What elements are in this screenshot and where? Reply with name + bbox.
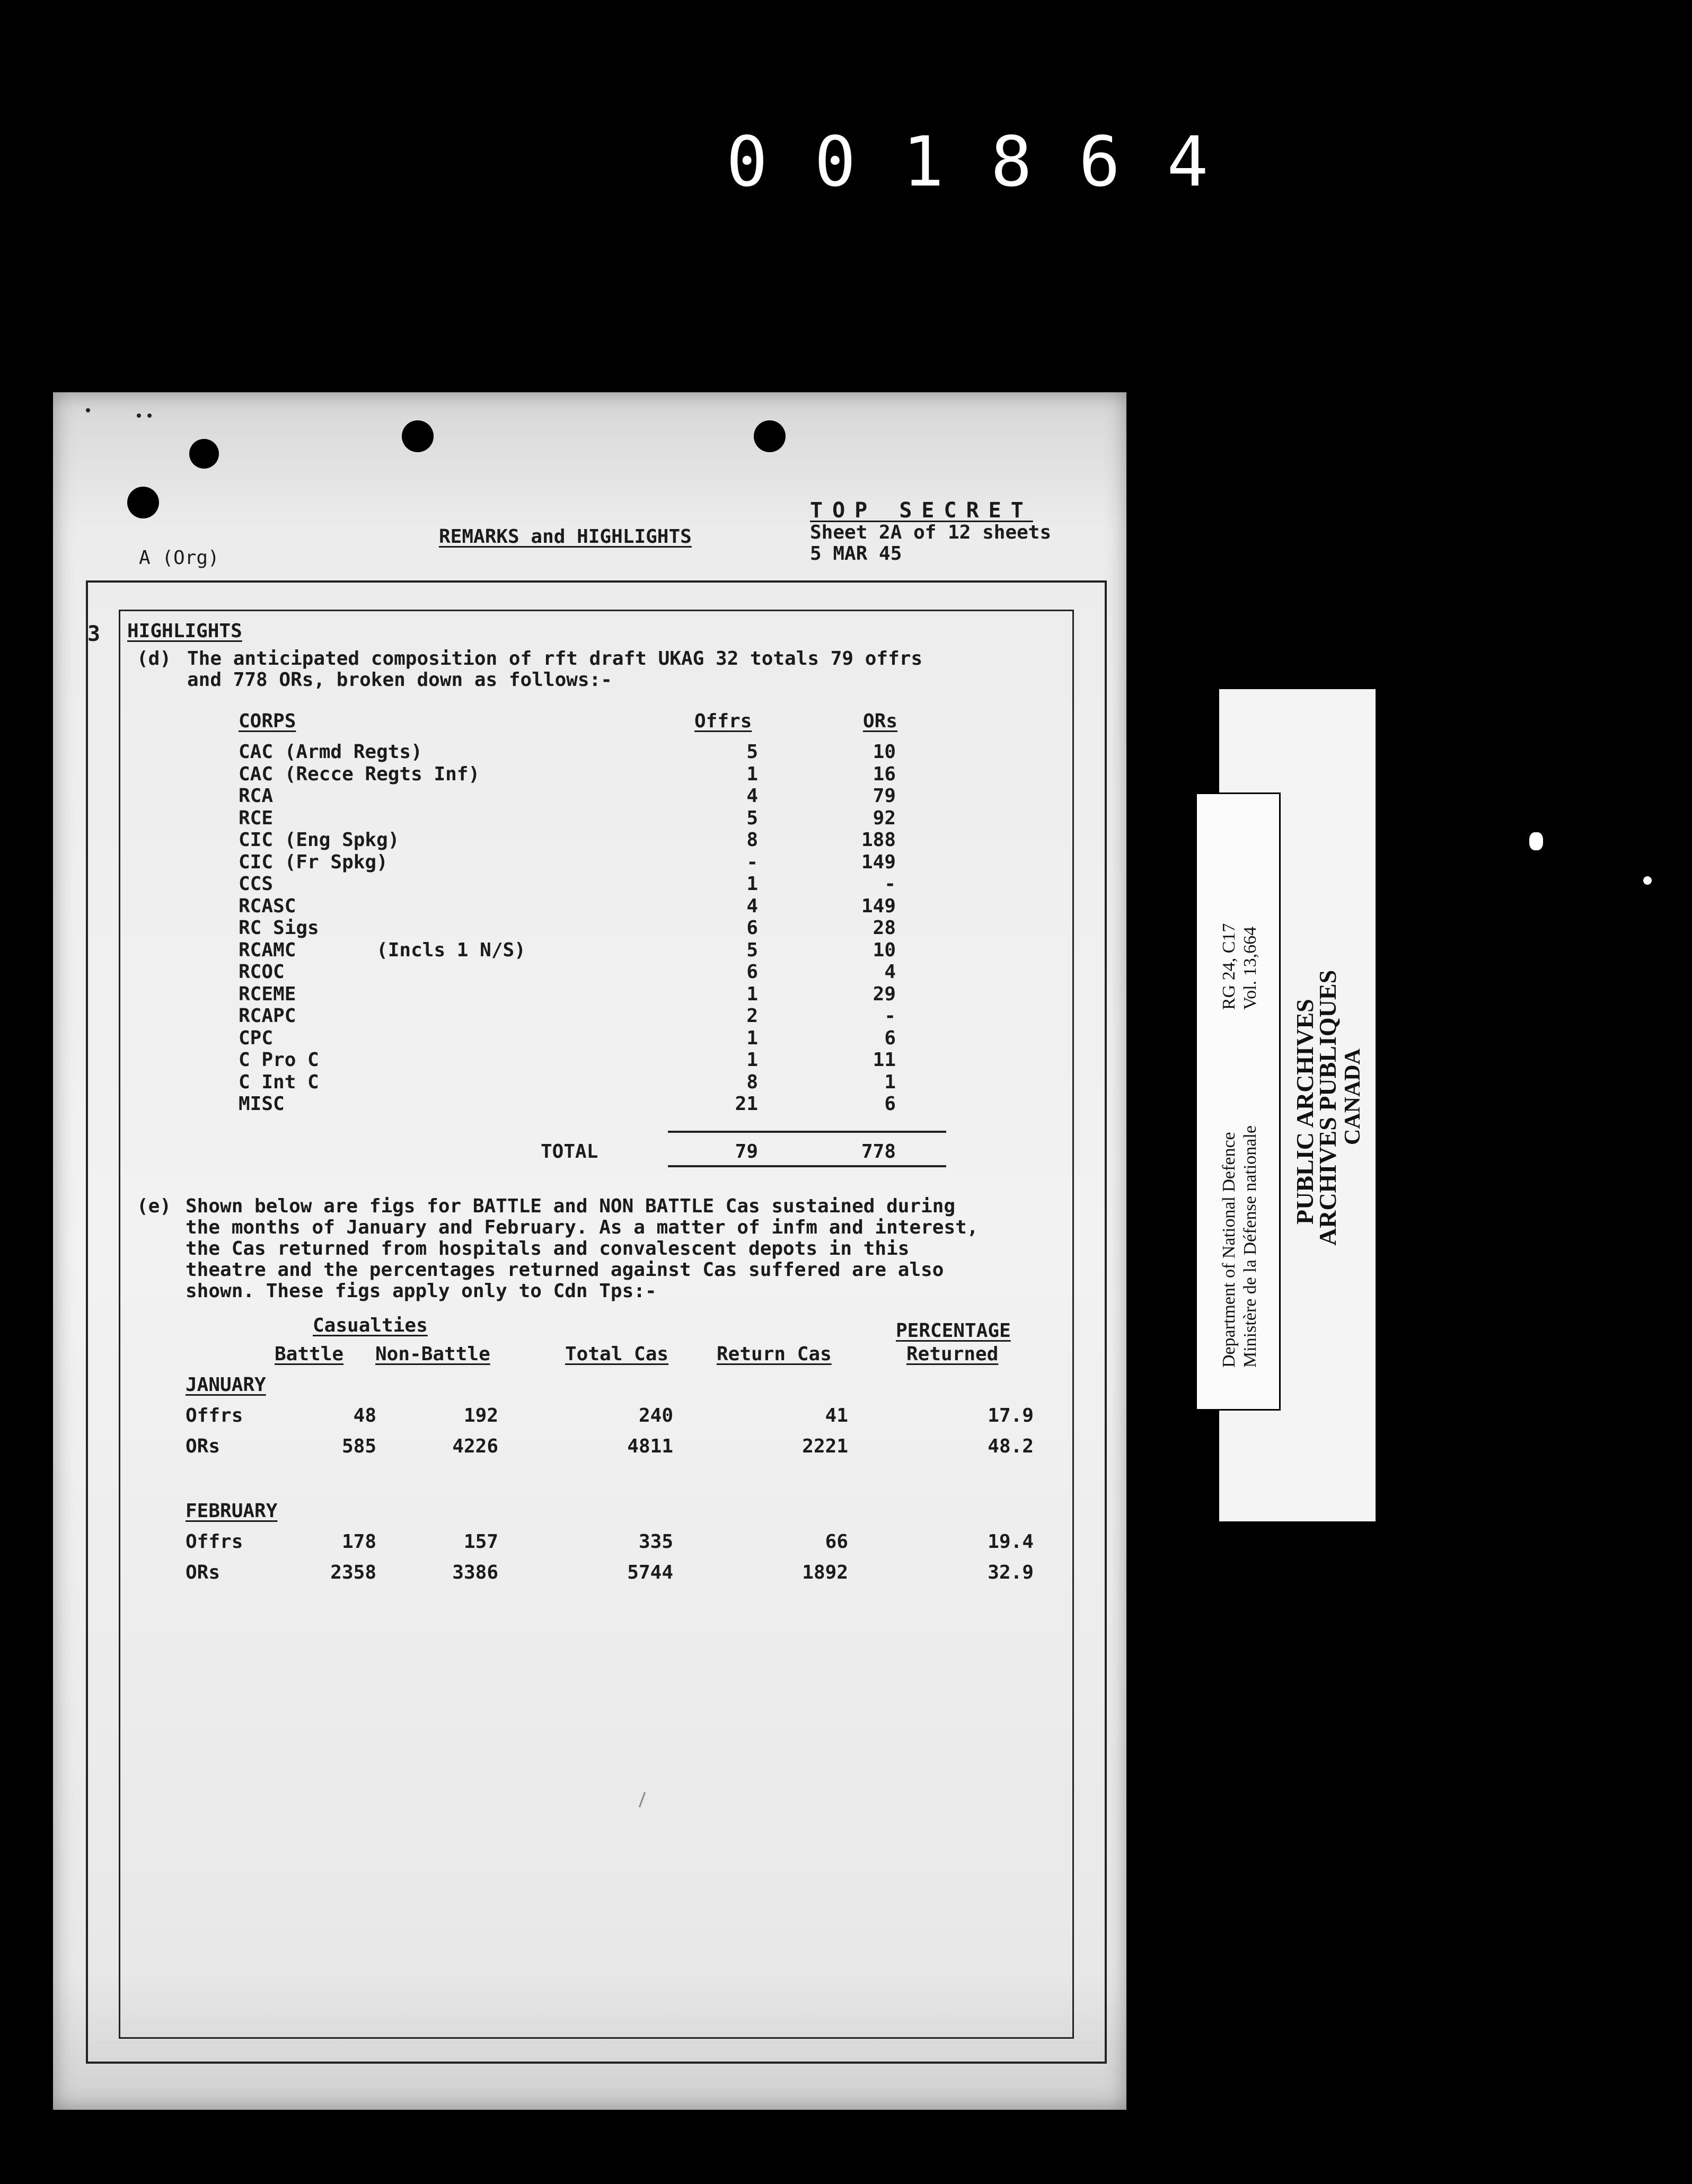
corps-header: CORPS <box>239 710 296 732</box>
corps-offrs: 1 <box>746 873 758 895</box>
total-offrs: 79 <box>735 1141 758 1163</box>
para-d-line: The anticipated composition of rft draft UKAG 32 totals 79 offrs <box>187 648 923 670</box>
corps-row <box>239 917 928 939</box>
percentage-value: 17.9 <box>988 1405 1034 1426</box>
battle-value: 585 <box>341 1436 376 1457</box>
document-date: 5 MAR 45 <box>810 543 902 565</box>
total-label: TOTAL <box>541 1141 598 1163</box>
corps-name: CPC <box>239 1027 274 1049</box>
non-battle-value: 3386 <box>452 1562 498 1583</box>
battle-value: 178 <box>341 1531 376 1553</box>
corps-offrs: 1 <box>746 1027 758 1049</box>
corps-row <box>239 939 928 962</box>
document-title: REMARKS and HIGHLIGHTS <box>439 526 692 548</box>
corps-ors: 92 <box>873 807 896 829</box>
corps-row <box>239 763 928 786</box>
archive-dept-en: Department of National Defence <box>1219 1132 1239 1368</box>
corps-offrs: 1 <box>746 1049 758 1071</box>
total-cas-header: Total Cas <box>565 1343 669 1365</box>
corps-row <box>239 1093 928 1115</box>
punch-hole <box>754 420 786 452</box>
archive-dept-fr: Ministère de la Défense nationale <box>1240 1125 1260 1368</box>
corps-ors: 6 <box>884 1093 896 1115</box>
percentage-header: PERCENTAGE <box>896 1320 1011 1342</box>
total-cas-value: 5744 <box>627 1562 673 1583</box>
total-cas-value: 4811 <box>627 1436 673 1457</box>
corps-ors: 28 <box>873 917 896 939</box>
corps-offrs: 8 <box>746 829 758 851</box>
battle-value: 2358 <box>330 1562 376 1583</box>
corps-ors: 10 <box>873 939 896 961</box>
non-battle-value: 4226 <box>452 1436 498 1457</box>
percentage-value: 19.4 <box>988 1531 1034 1553</box>
total-rule-top <box>668 1131 946 1133</box>
para-e-line: shown. These figs apply only to Cdn Tps:- <box>186 1280 657 1302</box>
row-category: ORs <box>186 1436 221 1457</box>
punch-hole <box>127 487 159 518</box>
punch-hole <box>402 420 434 452</box>
corps-row <box>239 851 928 874</box>
total-cas-value: 240 <box>638 1405 673 1426</box>
battle-header: Battle <box>275 1343 344 1365</box>
para-e-line: the months of January and February. As a matter of infm and interest, <box>186 1217 979 1238</box>
corps-name: RCA <box>239 785 274 807</box>
punch-hole <box>189 439 219 469</box>
corps-ors: 11 <box>873 1049 896 1071</box>
corps-ors: 188 <box>861 829 896 851</box>
corps-name: RCAPC <box>239 1005 296 1027</box>
month-heading: FEBRUARY <box>186 1500 278 1522</box>
corps-name: CIC (Eng Spkg) <box>239 829 400 851</box>
archive-ref-2: Vol. 13,664 <box>1240 926 1260 1010</box>
corps-name: RC Sigs <box>239 917 319 939</box>
archives-fr: ARCHIVES PUBLIQUES <box>1314 970 1341 1246</box>
corps-name: CAC (Recce Regts Inf) <box>239 763 480 785</box>
corps-ors: 10 <box>873 741 896 763</box>
org-label: A (Org) <box>139 547 219 569</box>
para-e-line: the Cas returned from hospitals and convalescent depots in this <box>186 1238 910 1260</box>
corps-name: RCOC <box>239 961 285 983</box>
para-d-line: and 778 ORs, broken down as follows:- <box>187 669 612 691</box>
corps-name: MISC <box>239 1093 285 1115</box>
offrs-header: Offrs <box>694 710 752 732</box>
corps-name: C Int C <box>239 1071 319 1093</box>
speck <box>1529 832 1543 850</box>
return-cas-header: Return Cas <box>717 1343 832 1365</box>
non-battle-value: 192 <box>463 1405 498 1426</box>
para-e-label: (e) <box>137 1195 172 1217</box>
speck <box>147 413 152 418</box>
corps-offrs: 2 <box>746 1005 758 1027</box>
archive-ref-1: RG 24, C17 <box>1219 923 1239 1010</box>
corps-offrs: 8 <box>746 1071 758 1093</box>
corps-row <box>239 1071 928 1094</box>
classification-label: TOP SECRET <box>810 498 1033 523</box>
corps-name: CCS <box>239 873 274 895</box>
archives-en: PUBLIC ARCHIVES <box>1291 999 1318 1225</box>
corps-row <box>239 961 928 983</box>
corps-ors: 149 <box>861 851 896 873</box>
speck <box>137 413 141 418</box>
casualties-table <box>186 1315 1076 1611</box>
corps-ors: 29 <box>873 983 896 1005</box>
corps-table <box>239 710 928 1187</box>
corps-ors: 4 <box>884 961 896 983</box>
corps-name: RCE <box>239 807 274 829</box>
corps-offrs: 5 <box>746 807 758 829</box>
para-e-line: Shown below are figs for BATTLE and NON BATTLE Cas sustained during <box>186 1195 956 1217</box>
corps-ors: - <box>884 873 896 895</box>
total-ors: 778 <box>861 1141 896 1163</box>
non-battle-header: Non-Battle <box>375 1343 490 1365</box>
para-d-label: (d) <box>137 648 172 670</box>
corps-row <box>239 1049 928 1071</box>
corps-row <box>239 895 928 918</box>
corps-name: RCEME <box>239 983 296 1005</box>
percentage-value: 48.2 <box>988 1436 1034 1457</box>
section-title: HIGHLIGHTS <box>127 620 242 642</box>
para-e-line: theatre and the percentages returned against Cas suffered are also <box>186 1259 944 1281</box>
corps-name: C Pro C <box>239 1049 319 1071</box>
return-cas-value: 66 <box>825 1531 848 1553</box>
corps-offrs: 1 <box>746 983 758 1005</box>
month-heading: JANUARY <box>186 1374 266 1396</box>
corps-offrs: 4 <box>746 785 758 807</box>
corps-row <box>239 1027 928 1050</box>
return-cas-value: 41 <box>825 1405 848 1426</box>
speck <box>1643 876 1652 885</box>
document-page <box>53 392 1126 2110</box>
frame-number: 001864 <box>726 121 1255 202</box>
total-rule-bottom <box>668 1165 946 1167</box>
corps-offrs: 6 <box>746 917 758 939</box>
speck <box>86 408 90 412</box>
corps-row <box>239 741 928 763</box>
corps-row <box>239 873 928 895</box>
sheet-number: Sheet 2A of 12 sheets <box>810 522 1052 543</box>
corps-offrs: 5 <box>746 939 758 961</box>
return-cas-value: 1892 <box>802 1562 848 1583</box>
section-number: 3 <box>87 622 101 646</box>
corps-ors: 79 <box>873 785 896 807</box>
returned-header: Returned <box>906 1343 999 1365</box>
corps-ors: 6 <box>884 1027 896 1049</box>
corps-name: CAC (Armd Regts) <box>239 741 422 763</box>
corps-name: CIC (Fr Spkg) <box>239 851 388 873</box>
battle-value: 48 <box>353 1405 376 1426</box>
casualties-header: Casualties <box>313 1315 428 1336</box>
corps-ors: 16 <box>873 763 896 785</box>
corps-offrs: 5 <box>746 741 758 763</box>
corps-ors: 1 <box>884 1071 896 1093</box>
corps-offrs: 21 <box>735 1093 758 1115</box>
ors-header: ORs <box>863 710 898 732</box>
row-category: ORs <box>186 1562 221 1583</box>
non-battle-value: 157 <box>463 1531 498 1553</box>
row-category: Offrs <box>186 1531 243 1553</box>
corps-offrs: 6 <box>746 961 758 983</box>
return-cas-value: 2221 <box>802 1436 848 1457</box>
corps-name: RCAMC (Incls 1 N/S) <box>239 939 526 961</box>
corps-row <box>239 1005 928 1027</box>
corps-offrs: - <box>746 851 758 873</box>
corps-row <box>239 807 928 830</box>
corps-row <box>239 983 928 1006</box>
corps-ors: 149 <box>861 895 896 917</box>
total-cas-value: 335 <box>638 1531 673 1553</box>
corps-row <box>239 829 928 851</box>
percentage-value: 32.9 <box>988 1562 1034 1583</box>
corps-ors: - <box>884 1005 896 1027</box>
corps-row <box>239 785 928 807</box>
row-category: Offrs <box>186 1405 243 1426</box>
archives-country: CANADA <box>1341 1049 1365 1145</box>
corps-offrs: 1 <box>746 763 758 785</box>
corps-offrs: 4 <box>746 895 758 917</box>
corps-name: RCASC <box>239 895 296 917</box>
